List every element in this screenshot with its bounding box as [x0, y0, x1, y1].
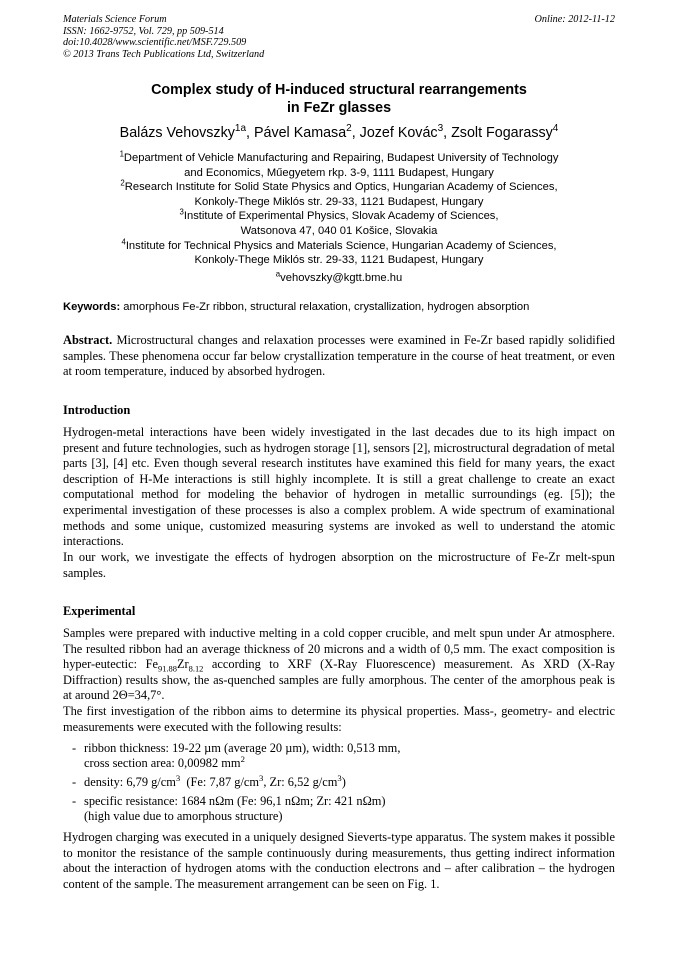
list-item-line: (high value due to amorphous structure) [84, 809, 283, 823]
abstract-text: Microstructural changes and relaxation processes were examined in Fe-Zr based rapidly solidified samples. These phenomena occur far below crystallization temperature in the course of heat treatment, or even at room temperature, induced by absorbed hydrogen. [63, 333, 615, 379]
list-sup: 2 [240, 753, 245, 764]
list-item-line: specific resistance: 1684 nΩm (Fe: 96,1 nΩm; Zr: 421 nΩm) [84, 794, 386, 808]
section-heading-introduction: Introduction [63, 403, 131, 417]
list-text: (Fe: 7,87 g/cm [180, 775, 260, 789]
keywords [63, 300, 615, 314]
list-text: ) [341, 775, 346, 789]
list-text: cross section area: 0,00982 mm [84, 756, 241, 770]
author-sup: 4 [552, 123, 559, 135]
affiliation-sup: 1 [119, 149, 124, 159]
list-item [72, 772, 615, 790]
keywords-text: amorphous Fe-Zr ribbon, structural relaxation, crystallization, hydrogen absorption [120, 301, 530, 313]
list-text: , Zr: 6,52 g/cm [263, 775, 338, 789]
affiliation [0, 209, 678, 224]
affiliation [0, 151, 678, 166]
email-sup: a [275, 269, 281, 279]
affiliation-line: Institute for Technical Physics and Materials Science, Hungarian Academy of Sciences, [125, 239, 557, 252]
doi-line: doi:10.4028/www.scientific.net/MSF.729.509 [63, 37, 247, 49]
title-line-1: Complex study of H-induced structural rearrangements [151, 82, 527, 98]
affiliation [0, 236, 678, 254]
affiliation-sup: 4 [121, 236, 126, 246]
composition-subscript: 8.12 [188, 663, 204, 674]
exp-text: according to XRF (X-Ray Fluorescence) measurement. As XRD (X-Ray Diffraction) results show, the as-quenched samples are fully amorphous. The center of the amorphous peak is at around 2Θ=34,7°. [63, 657, 615, 703]
affiliation-line: Department of Vehicle Manufacturing and Repairing, Budapest University of Technology [123, 152, 559, 164]
copyright-line: © 2013 Trans Tech Publications Ltd, Switzerland [63, 48, 265, 60]
author-sup: 3 [437, 123, 444, 135]
affiliation-sup: 3 [179, 207, 184, 217]
online-date: Online: 2012-11-12 [534, 14, 615, 25]
journal-name: Materials Science Forum [63, 14, 167, 25]
email-address[interactable]: vehovszky@kgtt.bme.hu [280, 272, 403, 284]
author-sep: , [246, 125, 254, 141]
list-item-line: ribbon thickness: 19-22 µm (average 20 µm), width: 0,513 mm, [84, 741, 401, 755]
list-dash: - [72, 794, 77, 808]
author-sep: , [351, 125, 360, 141]
list-item-line [84, 772, 615, 790]
affiliation-line: Watsonova 47, 040 01 Košice, Slovakia [240, 224, 438, 237]
experimental-paragraph-3: Hydrogen charging was executed in a uniquely designed Sieverts-type apparatus. The system makes it possible to monitor the resistance of the sample continuously during measurements, thus getting indirect information about the interaction of hydrogen atoms with the conduction electrons and – after calibration – the hydrogen content of the sample. The measurement arrangement can be seen on Fig. 1. [63, 830, 615, 891]
affiliation-line: Institute of Experimental Physics, Slovak Academy of Sciences, [183, 210, 499, 223]
intro-paragraph-1: Hydrogen-metal interactions have been widely investigated in the last decades due to its high impact on present and future technologies, such as hydrogen storage [1], sensors [2], microstructural degradation of metal parts [3], [4] etc. Even though several research institutes have examined this field for many years, the exact description of H-Me interactions is still highly incomplete. It is still a great challenge to create an exact computational method for modeling the behavior of hydrogen in metallic surroundings (eg. [5]); the experimental investigation of these processes is also a complex problem. A wide spectrum of examinational methods and some unique, customized measuring systems are invoked as well to understand the atomic interactions. [63, 425, 615, 549]
list-dash: - [72, 775, 77, 789]
author-name: Zsolt Fogarassy [451, 125, 553, 141]
author-sep: , [443, 125, 452, 141]
title-line-2: in FeZr glasses [286, 100, 392, 116]
list-sup: 3 [337, 772, 342, 783]
list-sup: 3 [175, 772, 181, 783]
paper-title [0, 81, 678, 117]
author-name: Balázs Vehovszky [119, 125, 235, 141]
contact-email [0, 271, 678, 285]
experimental-paragraph-1 [63, 626, 615, 704]
list-item [72, 741, 615, 771]
exp-text: Zr [176, 657, 189, 672]
affiliation-line: Konkoly-Thege Miklós str. 29-33, 1121 Budapest, Hungary [194, 195, 484, 208]
issn-line: ISSN: 1662-9752, Vol. 729, pp 509-514 [63, 25, 224, 37]
author-sup: 1a [234, 123, 247, 135]
list-text: density: 6,79 g/cm [84, 775, 176, 789]
author-name: Pável Kamasa [253, 125, 347, 141]
intro-paragraph-2: In our work, we investigate the effects of hydrogen absorption on the microstructure of Fe-Zr melt-spun samples. [63, 550, 615, 580]
affiliation-line: Research Institute for Solid State Physics and Optics, Hungarian Academy of Sciences, [124, 181, 558, 194]
affiliation-line: Konkoly-Thege Miklós str. 29-33, 1121 Budapest, Hungary [194, 254, 484, 267]
journal-header [63, 14, 264, 60]
list-dash: - [72, 741, 77, 755]
abstract [63, 333, 615, 380]
experimental-paragraph-2: The first investigation of the ribbon aims to determine its physical properties. Mass-, geometry- and electric measurements were executed with the following results: [63, 704, 615, 734]
exp-text: Samples were prepared with inductive melting in a cold copper crucible, and melt spun under Ar atmosphere. The resulted ribbon had an average thickness of 20 microns and a width of 0,5 mm. The exact composition is hyper-eutectic: Fe [63, 626, 615, 672]
author-sup: 2 [346, 123, 352, 135]
affiliation [0, 180, 678, 195]
section-heading-experimental: Experimental [63, 604, 136, 618]
list-item [72, 794, 615, 824]
affiliation-line: and Economics, Műegyetem rkp. 3-9, 1111 Budapest, Hungary [184, 166, 494, 179]
author-name: Jozef Kovác [359, 125, 438, 141]
abstract-label: Abstract. [63, 333, 113, 347]
affiliations [0, 151, 678, 268]
list-sup: 3 [259, 772, 264, 783]
affiliation-sup: 2 [120, 178, 125, 188]
list-item-line [84, 753, 615, 771]
composition-subscript: 91.88 [157, 663, 177, 674]
keywords-label: Keywords: [63, 301, 121, 313]
author-list [0, 124, 678, 142]
properties-list [72, 741, 615, 828]
